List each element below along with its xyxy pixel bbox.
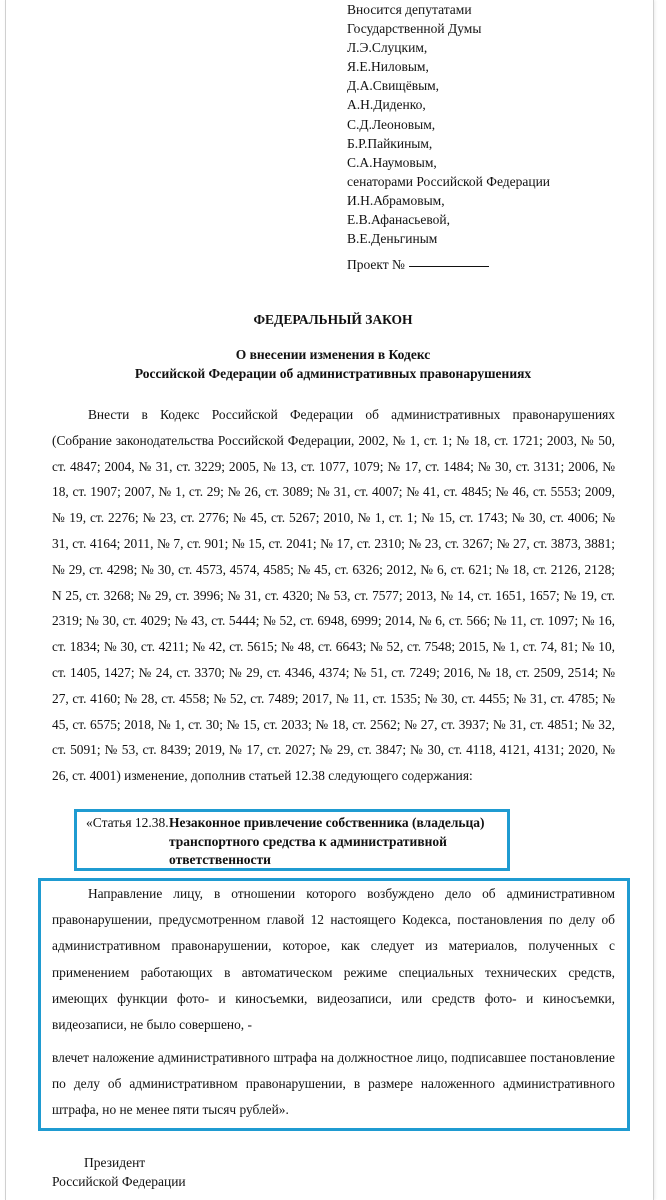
introduced-by-line: И.Н.Абрамовым, (347, 192, 445, 208)
introduced-by-line: Е.В.Афанасьевой, (347, 212, 450, 228)
introduced-by-line: С.А.Наумовым, (347, 154, 437, 170)
signature-title: Президент (84, 1155, 146, 1170)
document-subtitle-line2: Российской Федерации об административных правонарушениях (134, 366, 532, 381)
article-paragraph-disposition: Направление лицу, в отношении которого возбуждено дело об административном правонарушении, предусмотренном главой 12 настоящего Кодекса, постановления по делу об административном правонарушении, которое, как следует из материалов, полученных с применением работающих в автоматическом режиме специальных технических средств, имеющих функции фото- и киносъемки, видеозаписи, или средств фото- и киносъемки, видеозаписи, не было совершено, - (52, 886, 615, 1033)
project-label: Проект № (347, 257, 405, 272)
introduced-by-line: Вносится депутатами (347, 2, 472, 17)
introduced-by-block (347, 0, 550, 248)
signature-block (52, 1153, 186, 1191)
introduced-by-line: сенаторами Российской Федерации (347, 173, 551, 189)
introduced-by-line: Я.Е.Ниловым, (347, 59, 429, 75)
signature-country: Российской Федерации (52, 1174, 186, 1189)
document-type: ФЕДЕРАЛЬНЫЙ ЗАКОН (253, 312, 413, 327)
article-paragraph-sanction: влечет наложение административного штрафа на должностное лицо, подписавшее постановление по делу об административном правонарушении, в размере наложенного административного штрафа, но не менее пяти тысяч рублей». (52, 1050, 615, 1118)
introduced-by-line: Б.Р.Пайкиным, (347, 135, 433, 151)
introduced-by-line: С.Д.Леоновым, (347, 116, 436, 132)
article-title: Незаконное привлечение собственника (владельца) транспортного средства к административной ответственности (169, 815, 485, 867)
project-number-blank (409, 266, 489, 267)
introduced-by-line: А.Н.Диденко, (347, 97, 426, 113)
document-subtitle-line1: О внесении изменения в Кодекс (235, 347, 431, 362)
project-number (347, 257, 489, 273)
introduced-by-line: Д.А.Свищёвым, (347, 78, 440, 94)
article-number: «Статья 12.38. (86, 815, 169, 830)
amendment-body-text: Внести в Кодекс Российской Федерации об административных правонарушениях (Собрание законодательства Российской Федерации, 2002, № 1, ст. 1; № 18, ст. 1721; 2003, № 50, ст. 4847; 2004, № 31, ст. 3229; 2005, № 13, ст. 1077, 1079; № 17, ст. 1484; № 30, ст. 3131; 2006, № 18, ст. 1907; 2007, № 1, ст. 29; № 26, ст. 3089; № 31, ст. 4007; № 41, ст. 4845; № 46, ст. 5553; 2009, № 19, ст. 2276; № 23, ст. 2776; № 45, ст. 5267; 2010, № 1, ст. 1; № 15, ст. 1743; № 30, ст. 4006; № 31, ст. 4164; 2011, № 7, ст. 901; № 15, ст. 2041; № 17, ст. 2310; № 23, ст. 3267; № 27, ст. 3873, 3881; № 29, ст. 4298; № 30, ст. 4573, 4574, 4585; № 45, ст. 6326; 2012, № 6, ст. 621; № 18, ст. 2126, 2128; N 25, ст. 3268; № 29, ст. 3996; № 31, ст. 4320; № 53, ст. 7577; 2013, № 14, ст. 1651, 1657; № 19, ст. 2319; № 30, ст. 4029; № 43, ст. 5444; № 52, ст. 6948, 6999; 2014, № 6, ст. 566; № 11, ст. 1097; № 16, ст. 1834; № 30, ст. 4211; № 42, ст. 5615; № 48, ст. 6643; № 52, ст. 7548; 2015, № 1, ст. 74, 81; № 10, ст. 1405, 1427; № 24, ст. 3370; № 29, ст. 4346, 4374; № 51, ст. 7249; 2016, № 18, ст. 2509, 2514; № 27, ст. 4160; № 28, ст. 4558; № 52, ст. 7489; 2017, № 11, ст. 1535; № 30, ст. 4455; № 31, ст. 4785; № 45, ст. 6575; 2018, № 1, ст. 30; № 15, ст. 2033; № 18, ст. 2562; № 27, ст. 3937; № 31, ст. 4851; № 32, ст. 5091; № 53, ст. 8439; 2019, № 17, ст. 2027; № 29, ст. 3847; № 30, ст. 4118, 4121, 4131; 2020, № 26, ст. 4001) изменение, дополнив статьей 12.38 следующего содержания: (52, 407, 615, 784)
introduced-by-line: В.Е.Деньгиным (347, 231, 438, 247)
introduced-by-line: Л.Э.Слуцким, (347, 40, 428, 56)
introduced-by-line: Государственной Думы (347, 21, 482, 37)
